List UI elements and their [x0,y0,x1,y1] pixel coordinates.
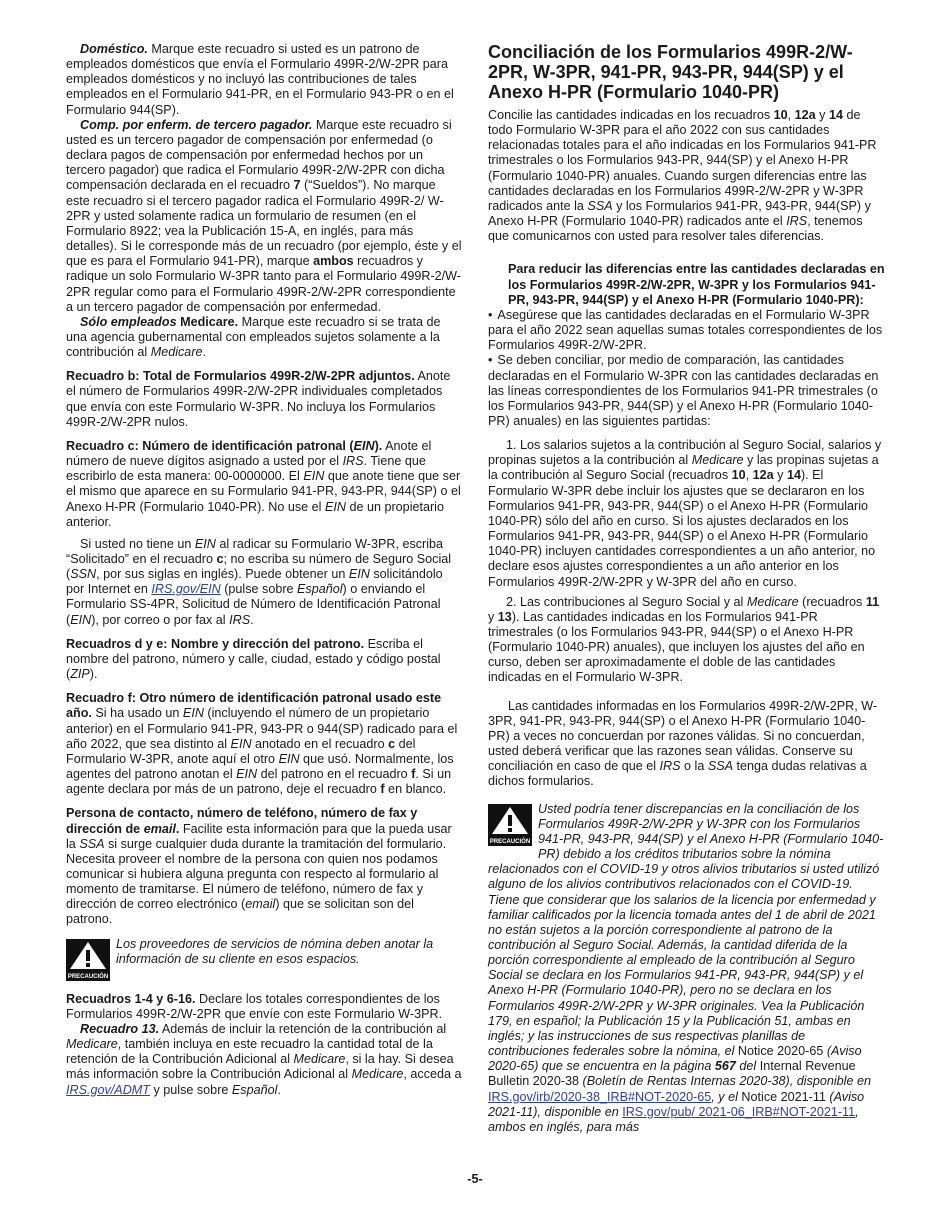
left-column [66,42,462,1098]
recuadro-13-title: Recuadro 13. [80,1021,160,1036]
comp-paragraph: Comp. por enferm. de tercero pagador. Marque este recuadro si usted es un tercero pagador de compensación por enfermedad (o declara pagos de compensación por enfermedad hechos por un tercero pagador) que radica el Formulario 499R-2/W-2PR con dicha compensación declarada en el recuadro 7 (“Sueldos”). No marque este recuadro si el tercero pagador radica el Formulario 499R-2/ W-2PR y usted solamente radica un formulario de resumen (en el Formulario 8922; vea la Publicación 15-A, en inglés, para más detalles). Si le corresponde más de un recuadro (por ejemplo, éste y el que es para el Formulario 941-PR), marque ambos recuadros y radique un solo Formulario W-3PR tanto para el Formulario 499R-2/W-2PR regular como para el Formulario 499R-2/W-2PR correspondiente a un tercero pagador de compensación por enfermedad. [66,117,462,314]
recuadros-1-4-paragraph: Recuadros 1-4 y 6-16. Declare los totales correspondientes de los Formularios 499R-2/W-2PR que envíe con este Formulario W-3PR. [66,991,443,1021]
numbered-item-2: 2. Las contribuciones al Seguro Social y al Medicare (recuadros 11 y 13). Las cantidades indicadas en los Formularios 941-PR trimestrales (o los Formularios 943-PR, 944(SP) o el Anexo H-PR (Formulario 1040-PR) anuales), que incluyen los ajustes del año en curso, deben ser aproximadamente el doble de las cantidades indicadas en el Formulario W-3PR. [488,594,880,685]
comp-title: Comp. por enferm. de tercero pagador. [80,117,313,132]
numbered-item-1: 1. Los salarios sujetos a la contribución al Seguro Social, salarios y propinas sujetos a la contribución al Medicare y las propinas sujetas a la contribución al Seguro Social (recuadros 10, 12a y 14). El Formulario W-3PR debe incluir los ajustes que se declararon en los Formularios 941-PR, 943-PR, 944(SP) o el Anexo H-PR (Formulario 1040-PR) sólo del año en curso. Si los ajustes declarados en los Formularios 941-PR, 943-PR, 944(SP) o el Anexo H-PR (Formulario 1040-PR) incluyen cantidades correspondientes a un año anterior, no declare esos ajustes correspondientes a un año anterior en los Formularios 499R-2/W-2PR y W-3PR del año en curso. [488,438,882,589]
recuadro-c-title: Recuadro c: Número de identificación patronal (EIN). [66,438,383,453]
caution-icon [66,939,110,981]
right-column [488,42,885,1135]
recuadro-f-paragraph: Recuadro f: Otro número de identificación patronal usado este año. Si ha usado un EIN (incluyendo el número de un propietario anterior) en el Formulario 941-PR, 943-PR o 944(SP) radicado para el año 2022, que sea distinto al EIN anotado en el recuadro c del Formulario W-3PR, anote aquí el otro EIN que usó. Normalmente, los agentes del patrono anotan el EIN del patrono en el recuadro f. Si un agente declara por más de un patrono, deje el recuadro f en blanco. [66,691,458,797]
domestico-title: Doméstico. [80,42,148,56]
contacto-title: Persona de contacto, número de teléfono, número de fax y dirección de email. [66,806,418,836]
bullet-item: • Se deben conciliar, por medio de comparación, las cantidades declaradas en el Formulario W-3PR con las cantidades declaradas en las líneas correspondientes de los Formularios 941-PR trimestrales (o los Formularios 943-PR, 944(SP) y el Anexo H-PR (Formulario 1040-PR) anuales) en las siguientes partidas: [488,353,885,429]
intro-paragraph: Concilie las cantidades indicadas en los recuadros 10, 12a y 14 de todo Formulario W-3PR para el año 2022 con sus cantidades relacionadas totales para el año indicadas en los Formularios 941-PR trimestrales o los Formularios 943-PR, 944(SP) y el Anexo H-PR (Formulario 1040-PR) anuales. Cuando surgen diferencias entre las cantidades declaradas en los Formularios 499R-2/W-2PR y W-3PR radicados ante la SSA y los Formularios 941-PR, 943-PR, 944(SP) y Anexo H-PR (Formulario 1040-PR) radicados ante el IRS, tenemos que comunicarnos con usted para resolver tales diferencias. [488,108,877,244]
irb-2021-06-link[interactable]: IRS.gov/pub/ 2021-06_IRB#NOT-2021-11 [622,1104,856,1119]
bullet-item: • Asegúrese que las cantidades declaradas en el Formulario W-3PR para el año 2022 sean aquellas sumas totales correspondientes de los Formularios 499R-2/W-2PR. [488,308,885,353]
irs-ein-link[interactable]: IRS.gov/EIN [151,582,221,597]
recuadros-d-e-paragraph: Recuadros d y e: Nombre y dirección del patrono. Escriba el nombre del patrono, número y calle, ciudad, estado y código postal (ZIP). [66,636,441,682]
contacto-paragraph: Persona de contacto, número de teléfono, número de fax y dirección de email. Facilite esta información para que la pueda usar la SSA si surge cualquier duda durante la tramitación del formulario. Necesita proveer el nombre de la persona con quien nos podamos comunicar si hubiera alguna pregunta con respecto al formulario al momento de tramitarse. El número de teléfono, número de fax y dirección de correo electrónico (email) que se solicitan son del patrono. [66,806,452,927]
caution-label: PRECAUCIÓN [67,973,109,980]
domestico-paragraph: Doméstico. Marque este recuadro si usted es un patrono de empleados domésticos que envía el Formulario 499R-2/W-2PR para empleados domésticos y no incluyó las contribuciones de tales empleados en el Formulario 941-PR, en el Formulario 943-PR o en el Formulario 944(SP). [66,42,454,117]
recuadro-f-title: Recuadro f: Otro número de identificación patronal usado este año. [66,691,442,721]
caution-note-covid [488,802,885,1135]
irb-2020-38-link[interactable]: IRS.gov/irb/2020-38_IRB#NOT-2020-65 [488,1089,712,1104]
section-heading: Conciliación de los Formularios 499R-2/W-2PR, W-3PR, 941-PR, 943-PR, 944(SP) y el Anexo H-PR (Formulario 1040-PR) [488,42,853,102]
recuadros-d-e-title: Recuadros d y e: Nombre y dirección del patrono. [66,636,365,651]
caution-text: Los proveedores de servicios de nómina deben anotar la información de su cliente en esos espacios. [116,936,434,966]
recuadro-c-ein-paragraph: Si usted no tiene un EIN al radicar su Formulario W-3PR, escriba “Solicitado” en el recuadro c; no escriba su número de Seguro Social (SSN, por sus siglas en inglés). Puede obtener un EIN solicitándolo por Internet en IRS.gov/EIN (pulse sobre Español) o enviando el Formulario SS-4PR, Solicitud de Número de Identificación Patronal (EIN), por correo o por fax al IRS. [66,536,452,627]
caution-label: PRECAUCIÓN [489,838,531,845]
solo-paragraph: Sólo empleados Medicare. Marque este recuadro si se trata de una agencia gubernamental con empleados sujetos solamente a la contribución al Medicare. [66,314,441,360]
recuadro-c-paragraph: Recuadro c: Número de identificación patronal (EIN). Anote el número de nueve dígitos asignado a usted por el IRS. Tiene que escribirlo de esta manera: 00-0000000. El EIN que anote tiene que ser el mismo que aparece en su Formulario 941-PR, 943-PR, 944(SP) o el Anexo H-PR (Formulario 1040-PR). No use el EIN de un propietario anterior. [66,438,461,529]
recuadro-13-paragraph: Recuadro 13. Además de incluir la retención de la contribución al Medicare, también incluya en este recuadro la cantidad total de la retención de la Contribución Adicional al Medicare, si la hay. Si desea más información sobre la Contribución Adicional al Medicare, acceda a IRS.gov/ADMT y pulse sobre Español. [66,1021,462,1097]
recuadro-b-title: Recuadro b: Total de Formularios 499R-2/W-2PR adjuntos. [66,369,415,384]
caution-note-payroll [66,937,462,983]
caution-icon [488,804,532,846]
validity-paragraph: Las cantidades informadas en los Formularios 499R-2/W-2PR, W-3PR, 941-PR, 943-PR, 944(SP) o el Anexo H-PR (Formulario 1040-PR) a veces no concuerdan por razones válidas. Si no concuerdan, usted deberá verificar que las razones sean válidas. Conserve su conciliación en caso de que el IRS o la SSA tenga dudas relativas a dichos formularios. [488,698,878,789]
solo-title: Sólo empleados [80,314,177,329]
recuadro-b-paragraph: Recuadro b: Total de Formularios 499R-2/W-2PR adjuntos. Anote el número de Formularios 499R-2/W-2PR individuales completados que envía con este Formulario W-3PR. No incluya los Formularios 499R-2/W-2PR nulos. [66,369,451,429]
recuadros-1-4-title: Recuadros 1-4 y 6-16. [66,991,196,1006]
sub-heading: Para reducir las diferencias entre las cantidades declaradas en los Formularios 499R-2/W-2PR, W-3PR y los Formularios 941-PR, 943-PR, 944(SP) y el Anexo H-PR (Formulario 1040-PR): [508,262,885,307]
caution-text: Usted podría tener discrepancias en la conciliación de los Formularios 499R-2/W-2PR y W-3PR con los Formularios 941-PR, 943-PR, 944(SP) y el Anexo H-PR (Formulario 1040-PR) debido a los créditos tributarios sobre la nómina relacionados con el COVID-19 y otros alivios tributarios si usted utilizó alguno de los alivios contributivos relacionados con el COVID-19. Tiene que considerar que los salarios de la licencia por enfermedad y familiar calificados por la licencia tomada antes del 1 de abril de 2021 no están sujetos a la porción correspondiente al patrono de la contribución al Seguro Social. Además, la cantidad diferida de la porción correspondiente al empleado de la contribución al Seguro Social se declara en los Formularios 941-PR, 943-PR, 944(SP) y el Anexo H-PR (Formulario 1040-PR), pero no se declara en los Formularios 499R-2/W-2PR y W-3PR originales. Vea la Publicación 179, en español; la Publicación 15 y la Publicación 51, ambas en inglés; y las instrucciones de sus respectivas planillas de contribuciones federales sobre la nómina, el Notice 2020-65 (Aviso 2020-65) que se encuentra en la página 567 del Internal Revenue Bulletin 2020-38 (Boletín de Rentas Internas 2020-38), disponible en IRS.gov/irb/2020-38_IRB#NOT-2020-65, y el Notice 2021-11 (Aviso 2021-11), disponible en IRS.gov/pub/ 2021-06_IRB#NOT-2021-11, ambos en inglés, para más [488,801,884,1134]
page-number: -5- [467,1172,483,1186]
irs-admt-link[interactable]: IRS.gov/ADMT [66,1082,150,1097]
